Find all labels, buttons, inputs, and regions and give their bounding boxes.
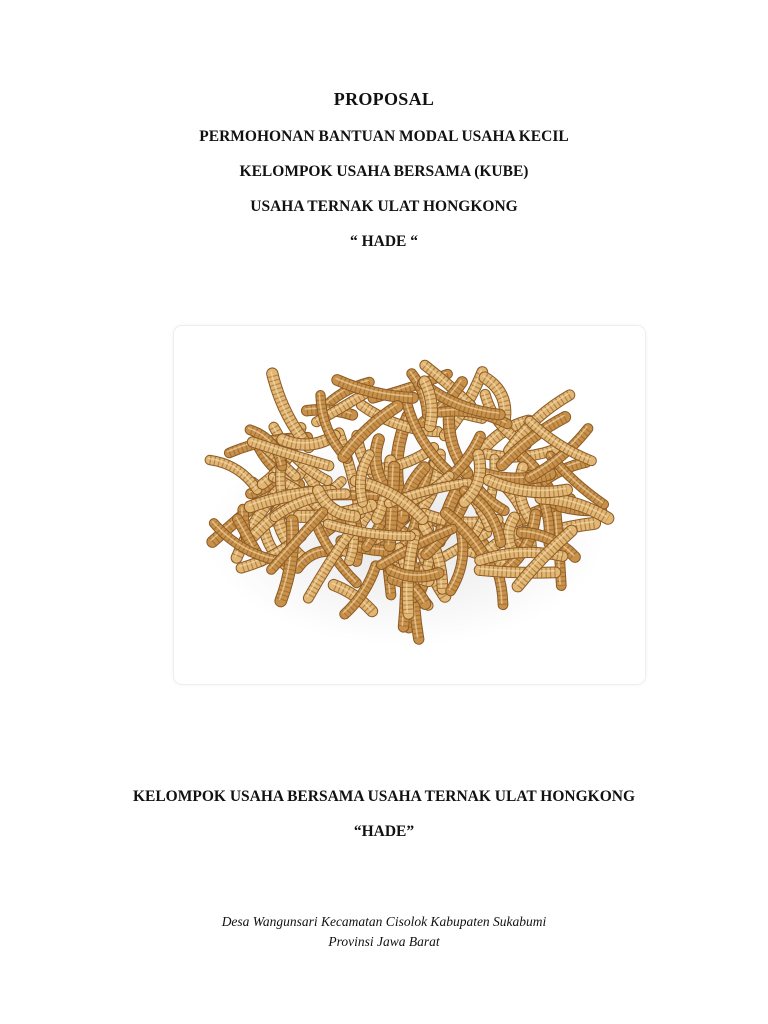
document-title: PROPOSAL <box>333 89 435 109</box>
subtitle-line-2: KELOMPOK USAHA BERSAMA (KUBE) <box>239 163 529 180</box>
group-name-line-2: “HADE” <box>353 823 415 840</box>
address-line-1: Desa Wangunsari Kecamatan Cisolok Kabupaten Sukabumi <box>221 914 547 929</box>
mealworm-photo <box>174 326 645 684</box>
subtitle-line-3: USAHA TERNAK ULAT HONGKONG <box>250 198 518 215</box>
group-name-line-1: KELOMPOK USAHA BERSAMA USAHA TERNAK ULAT HONGKONG <box>132 788 636 805</box>
address-line-2: Provinsi Jawa Barat <box>328 934 440 949</box>
subtitle-line-4: “ HADE “ <box>349 233 419 250</box>
subtitle-line-1: PERMOHONAN BANTUAN MODAL USAHA KECIL <box>199 128 569 145</box>
